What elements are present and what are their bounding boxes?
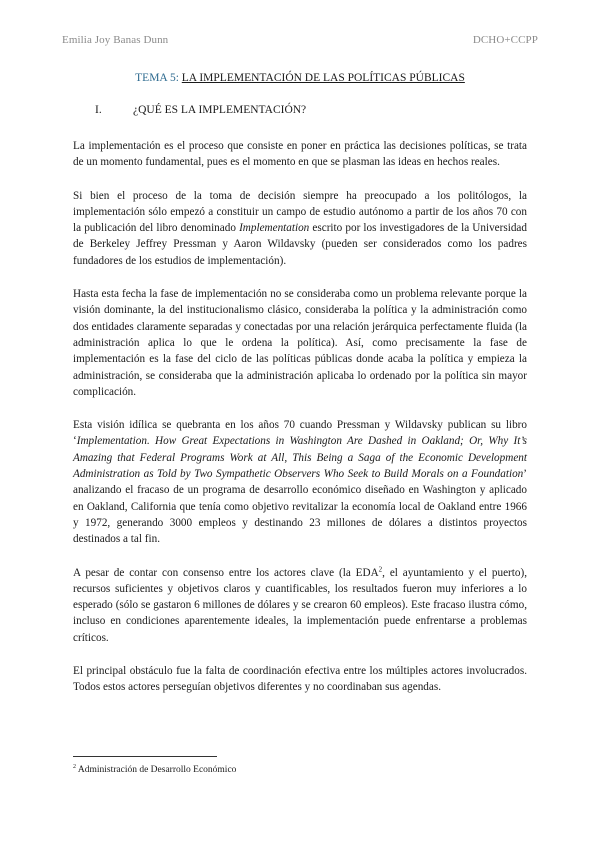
paragraph-3: Hasta esta fecha la fase de implementación no se consideraba como un problema relevante porque la visión dominante, la del institucionalismo clásico, consideraba la política y la administración como dos entidades claramente separadas y conectadas por una relación jerárquica perfectamente fluida (la administración aplica lo que le ordena la política). Así, como precisamente la fase de implementación es la fase del ciclo de las políticas públicas donde acaba la política y empieza la administración, se consideraba que la administración aplicaba lo ordenado por la política sin mayor complicación.	[73, 288, 527, 398]
paragraph-2	[73, 188, 527, 269]
footnote-divider	[73, 756, 217, 757]
footnote-reference[interactable]: 2	[378, 564, 383, 573]
paragraph-6: El principal obstáculo fue la falta de coordinación efectiva entre los múltiples actores involucrados. Todos estos actores perseguían objetivos diferentes y no coordinaban sus agendas.	[73, 665, 527, 694]
paragraph-1: La implementación es el proceso que consiste en poner en práctica las decisiones políticas, se trata de un momento fundamental, pues es el momento en que se plasman las ideas en hechos reales.	[73, 140, 527, 169]
page-header	[62, 34, 538, 46]
paragraph-4-text-b: ’ analizando el fracaso de un programa de desarrollo económico diseñado en Washington y aplicado en Oakland, California que tenía como objetivo revitalizar la economía local de Oakland entre 1966 y 1972, generando 3000 empleos y destinando 23 millones de dólares a distintos proyectos destinados a tal fin.	[73, 468, 527, 546]
section-number: I.	[95, 104, 102, 116]
paragraph-5-text-b: , el ayuntamiento y el puerto), recursos suficientes y objetivos claros y cuantificables, los resultados fueron muy inferiores a lo esperado (sólo se gastaron 6 millones de dólares y se crearon 60 empleos). Este fracaso ilustra cómo, incluso en condiciones aparentemente ideales, la implementación puede enfrentarse a problemas críticos.	[73, 566, 527, 644]
topic-number: TEMA 5:	[135, 72, 179, 84]
book-title-full: Implementation. How Great Expectations in Washington Are Dashed in Oakland; Or, Why It’s Amazing that Federal Programs Work at All, This Being a Saga of the Economic Development Administration as Told by Two Sympathetic Observers Who Seek to Build Morals on a Foundation	[73, 435, 527, 481]
author-name: Emilia Joy Banas Dunn	[62, 34, 169, 46]
paragraph-4	[73, 417, 527, 547]
section-title: ¿QUÉ ES LA IMPLEMENTACIÓN?	[133, 104, 307, 116]
footnote	[73, 764, 236, 775]
paragraph-4-text-a: Esta visión idílica se quebranta en los años 70 cuando Pressman y Wildavsky publican su libro ‘	[73, 419, 527, 448]
paragraph-2-text-b: escrito por los investigadores de la Universidad de Berkeley Jeffrey Pressman y Aaron Wildavsky (pueden ser considerados como los padres fundadores de los estudios de implementación).	[73, 222, 527, 267]
course-code: DCHO+CCPP	[472, 34, 538, 46]
paragraph-5	[73, 565, 527, 646]
topic-title: LA IMPLEMENTACIÓN DE LAS POLÍTICAS PÚBLICAS	[181, 72, 465, 84]
section-heading	[95, 104, 306, 116]
body-text	[73, 138, 527, 713]
paragraph-5-text-a: A pesar de contar con consenso entre los actores clave (la EDA	[73, 566, 379, 579]
page-title	[62, 72, 538, 84]
paragraph-2-text-a: Si bien el proceso de la toma de decisión siempre ha preocupado a los politólogos, la implementación sólo empezó a constituir un campo de estudio autónomo a partir de los años 70 con la publicación del libro denominado	[73, 189, 527, 235]
footnote-text: Administración de Desarrollo Económico	[76, 765, 237, 776]
footnote-mark: 2	[73, 764, 76, 770]
book-title-short: Implementation	[239, 222, 310, 235]
